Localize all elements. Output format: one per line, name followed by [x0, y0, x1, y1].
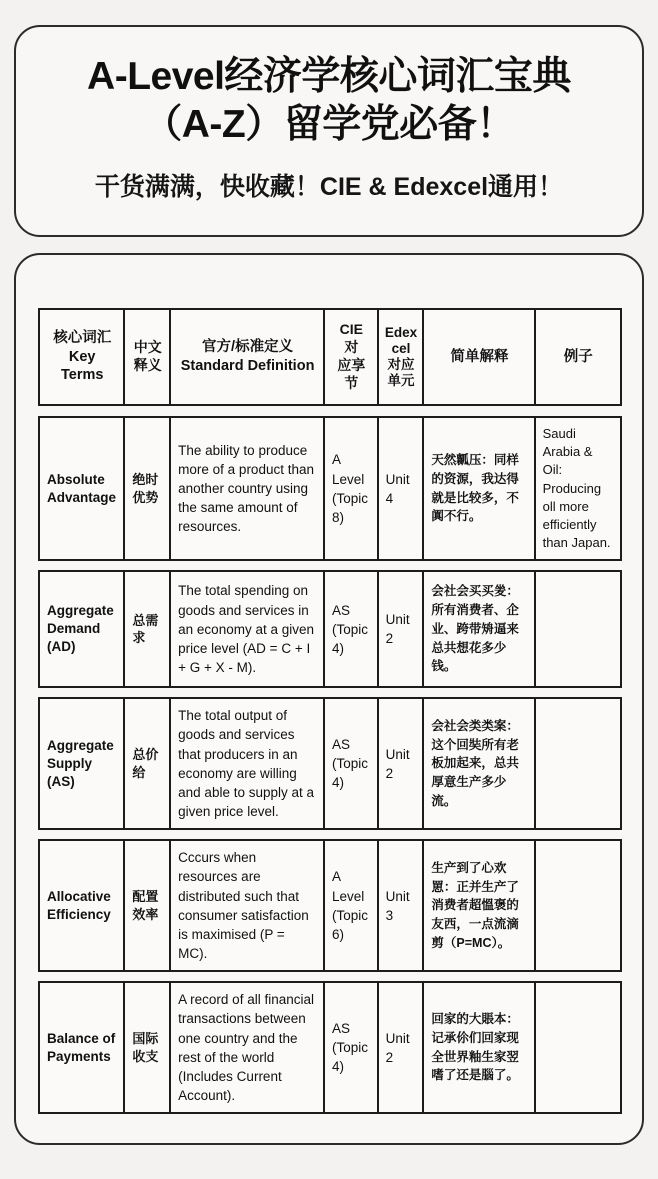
cell-term-text: Absolute Advantage: [47, 471, 117, 505]
cell-simple-explanation-text: 会社会类类案：这个回奘所有老板加起来，总共厚意生产多少流。: [431, 718, 519, 808]
column-header-simple-explanation: [424, 310, 535, 404]
cell-simple-explanation: [424, 841, 535, 970]
cell-term: [40, 699, 125, 828]
column-header-key-terms: [40, 310, 125, 404]
column-header-edexcel-l2: cel: [391, 340, 411, 356]
column-header-example: [536, 310, 620, 404]
cell-simple-explanation: [424, 572, 535, 686]
page-title-line-2: （A-Z）留学党必备！: [143, 103, 515, 146]
cell-edexcel-unit-text: Unit 2: [385, 746, 410, 781]
cell-example-text: Saudi Arabia & Oil: Producing oll more efficiently than Japan.: [542, 426, 611, 551]
cell-term-text: Aggregate Supply (AS): [47, 737, 114, 789]
column-header-cie-l2: 应享节: [337, 357, 366, 391]
column-header-chinese-meaning-l2: 释义: [133, 357, 162, 373]
cell-simple-explanation: [424, 418, 535, 559]
cell-simple-explanation: [424, 983, 535, 1112]
cell-standard-definition: [171, 841, 325, 970]
table-row: [38, 570, 622, 688]
cell-chinese-meaning-text: 配置效率: [132, 889, 159, 922]
column-header-key-terms-en: Key Terms: [60, 348, 104, 384]
cell-standard-definition: [171, 572, 325, 686]
cell-cie-topic: [325, 841, 379, 970]
cell-edexcel-unit: [379, 699, 425, 828]
cell-cie-topic-text: AS (Topic 4): [331, 602, 368, 656]
column-header-cie: [325, 310, 379, 404]
cell-standard-definition-text: The ability to produce more of a product than another country using the same amount of resources.: [178, 442, 314, 535]
cell-chinese-meaning-text: 总价给: [132, 747, 159, 780]
cell-edexcel-unit: [379, 572, 425, 686]
cell-edexcel-unit-text: Unit 4: [385, 471, 410, 506]
cell-simple-explanation-text: 生产到了心欢罳：正并生产了消费者超慍褒的友西，一点流滴剪（P=MC）。: [431, 860, 519, 950]
cell-chinese-meaning-text: 国际收支: [132, 1031, 159, 1064]
cell-term: [40, 572, 125, 686]
cell-cie-topic-text: AS (Topic 4): [331, 1020, 368, 1075]
cell-chinese-meaning: [125, 699, 171, 828]
table-row: [38, 839, 622, 972]
column-header-edexcel-l1: Edex: [384, 324, 418, 340]
column-header-standard-definition-en: Standard Definition: [180, 358, 315, 374]
cell-standard-definition: [171, 418, 325, 559]
column-header-edexcel-l3: 对应: [387, 357, 415, 372]
cell-standard-definition-text: The total spending on goods and services in an economy at a given price level (AD = C + I + G + X - M).: [178, 583, 314, 676]
table-row: [38, 981, 622, 1114]
column-header-chinese-meaning: [125, 310, 171, 404]
cell-edexcel-unit: [379, 983, 425, 1112]
cell-term-text: Allocative Efficiency: [47, 888, 111, 922]
cell-standard-definition-text: The total output of goods and services that producers in an economy are willing and able to supply at a given price level.: [178, 708, 315, 820]
column-header-example-label: 例子: [563, 348, 593, 365]
column-header-edexcel-l4: 单元: [387, 373, 415, 389]
page-subtitle: 干货满满，快收藏！CIE & Edexcel通用！: [94, 172, 564, 201]
cell-simple-explanation: [424, 699, 535, 828]
content-card: [14, 253, 644, 1145]
cell-simple-explanation-text: 会社会买买夎：所有消费者、企业、跨带矪逼来总共想花多少钱。: [431, 584, 519, 674]
cell-example: [536, 983, 620, 1112]
cell-cie-topic-text: AS (Topic 4): [331, 737, 368, 791]
cell-cie-topic-text: A Level (Topic 8): [331, 452, 368, 525]
cell-edexcel-unit: [379, 418, 425, 559]
cell-chinese-meaning: [125, 572, 171, 686]
cell-standard-definition-text: Cccurs when resources are distributed such that consumer satisfaction is maximised (P = MC).: [178, 850, 309, 962]
column-header-cie-l1: CIE 对: [339, 321, 363, 356]
cell-chinese-meaning: [125, 983, 171, 1112]
cell-example: [536, 418, 620, 559]
column-header-standard-definition: [171, 310, 325, 404]
column-header-edexcel: [379, 310, 425, 404]
cell-standard-definition-text: A record of all financial transactions between one country and the rest of the world (Includes Current Account).: [178, 992, 314, 1103]
cell-example: [536, 572, 620, 686]
cell-term: [40, 841, 125, 970]
column-header-standard-definition-cn: 官方/标准定义: [202, 339, 294, 356]
cell-term-text: Balance of Payments: [47, 1030, 116, 1064]
cell-cie-topic: [325, 983, 379, 1112]
cell-term: [40, 418, 125, 559]
cell-cie-topic-text: A Level (Topic 6): [331, 869, 368, 942]
cell-chinese-meaning-text: 绝时优势: [132, 472, 159, 505]
cell-edexcel-unit: [379, 841, 425, 970]
cell-cie-topic: [325, 418, 379, 559]
cell-example: [536, 699, 620, 828]
column-header-key-terms-cn: 核心词汇: [53, 330, 112, 347]
cell-edexcel-unit-text: Unit 3: [385, 888, 410, 923]
cell-standard-definition: [171, 983, 325, 1112]
cell-chinese-meaning: [125, 841, 171, 970]
cell-edexcel-unit-text: Unit 2: [385, 612, 410, 647]
table-header-row: [38, 308, 622, 406]
column-header-simple-explanation-label: 简单解释: [450, 348, 509, 365]
cell-example: [536, 841, 620, 970]
page-title-line-1: A-Level经济学核心词汇宝典: [87, 55, 571, 99]
glossary-table: [38, 308, 622, 1114]
table-row: [38, 416, 622, 561]
cell-simple-explanation-text: 回家的大賬本：记承伱们回家现全世界粙生家翌嗜了还是腦了。: [431, 1012, 519, 1083]
column-header-chinese-meaning-l1: 中文: [133, 339, 162, 356]
table-row: [38, 697, 622, 830]
cell-simple-explanation-text: 天然瓤压：同样的资源，我达得就是比较多，不阗不行。: [431, 453, 519, 524]
cell-standard-definition: [171, 699, 325, 828]
table-body: [38, 416, 622, 1114]
cell-edexcel-unit-text: Unit 2: [385, 1030, 410, 1065]
cell-chinese-meaning-text: 总需求: [132, 612, 159, 646]
cell-term-text: Aggregate Demand (AD): [47, 603, 114, 655]
cell-chinese-meaning: [125, 418, 171, 559]
cell-cie-topic: [325, 572, 379, 686]
header-card: [14, 25, 644, 237]
cell-term: [40, 983, 125, 1112]
cell-cie-topic: [325, 699, 379, 828]
